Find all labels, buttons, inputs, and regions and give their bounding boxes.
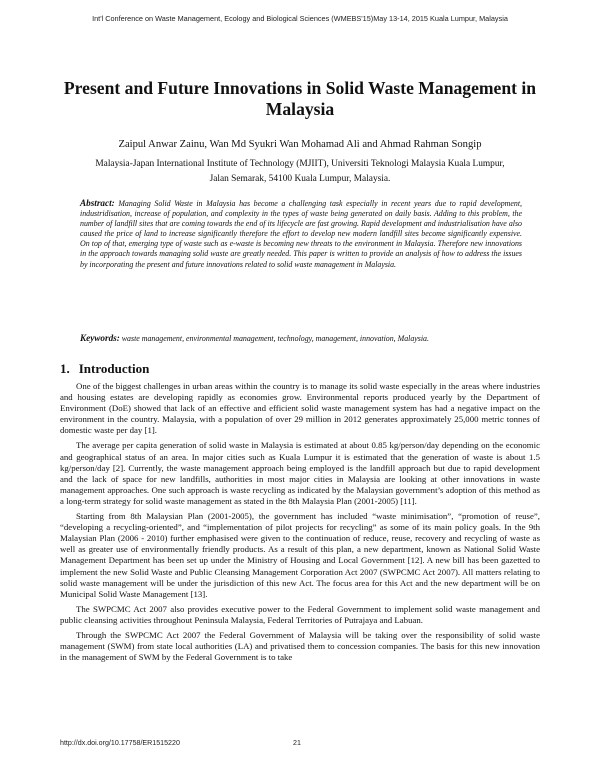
keywords-text: waste management, environmental management, technology, management, innovation, Malaysia. (121, 334, 429, 343)
body-paragraph: One of the biggest challenges in urban areas within the country is to manage its solid waste especially in the areas where industries and housing estates are developing rapidly as economies grow. Environmental reports produced yearly by the Department of Environment (DoE) showed that lack of an effective and efficient solid waste management system has had a negative impact on the environment in the country. Malaysia, with a population of over 29 million in 2012 generates approximately 25,000 metric tonnes of domestic waste per day [1]. (60, 381, 540, 436)
section-number: 1. (60, 361, 70, 376)
body-paragraph: Starting from 8th Malaysian Plan (2001-2005), the government has included “waste minimisation”, “promotion of reuse”, “developing a recycling-oriented”, and “implementation of pilot projects for recycling” as some of its main policy goals. In the 9th Malaysian Plan (2006 - 2010) further emphasised were given to the continuation of reduce, reuse, recovery and recycling of waste as well as greater use of environmentally friendly products. As a result of this plan, a new department, known as National Solid Waste Management Department has been set up under the Ministry of Housing and Local Government [12]. A new bill has been gazetted to implement the new Solid Waste and Public Cleansing Management Corporation Act 2007 (SWPCMC Act 2007). All matters relating to solid waste management will be under the jurisdiction of this new Act. The focus area for this Act and the new department will be on Municipal Solid Waste Management [13]. (60, 511, 540, 599)
affiliation-line: Jalan Semarak, 54100 Kuala Lumpur, Malaysia. (209, 174, 391, 184)
body-text (60, 381, 540, 667)
body-paragraph: The SWPCMC Act 2007 also provides executive power to the Federal Government to implement solid waste management and public cleansing activities throughout Peninsula Malaysia, Federal Territories of Putrajaya and Labuan. (60, 603, 540, 625)
page-number: 21 (293, 739, 301, 747)
abstract (80, 198, 522, 270)
footer-doi-link[interactable]: http://dx.doi.org/10.17758/ER1515220 (60, 739, 180, 747)
affiliation (56, 157, 544, 187)
paper-title: Present and Future Innovations in Solid Waste Management in Malaysia (63, 78, 537, 119)
body-paragraph: Through the SWPCMC Act 2007 the Federal Government of Malaysia will be taking over the responsibility of solid waste management (SWM) from state local authorities (LA) and privatised them to concession companies. The basis for this new innovation in the management of SWM by the Federal Government is to take (60, 629, 540, 663)
affiliation-line: Malaysia-Japan International Institute of Technology (MJIIT), Universiti Teknologi Malaysia Kuala Lumpur, (95, 159, 505, 169)
abstract-label: Abstract: (80, 198, 115, 208)
section-heading (60, 361, 149, 377)
body-paragraph: The average per capita generation of solid waste in Malaysia is estimated at about 0.85 kg/person/day depending on the economic and geographical status of an area. In major cities such as Kuala Lumpur it is estimated that the generation of waste is about 1.5 kg/person/day [2]. Currently, the waste management approach being employed is the landfill approach but due to rapid development and the lack of space for new landfills, authorities in most major cities in Malaysia are looking at other innovations in waste management approaches. One such approach is waste recycling as indicated by the Malaysian government’s adoption of this method as a long-term strategy for solid waste management as stated in the 8th Malaysia Plan (2001-2005) [11]. (60, 440, 540, 506)
authors: Zaipul Anwar Zainu, Wan Md Syukri Wan Mohamad Ali and Ahmad Rahman Songip (118, 139, 482, 150)
running-head: Int'l Conference on Waste Management, Ecology and Biological Sciences (WMEBS'15)May 13-14, 2015 Kuala Lumpur, Malaysia (92, 14, 508, 23)
section-title: Introduction (78, 361, 150, 376)
abstract-text: Managing Solid Waste in Malaysia has become a challenging task especially in recent years due to rapid development, industridisation, increase of population, and complexity in the types of waste being generated on daily basis. Adding to this problem, the number of landfill sites that are coming towards the end of its lifecycle are fast growing. Rapid development and industrialisation have also caused the price of land to increase significantly therefore the effort to develop new modern landfill sites become significantly expensive. On top of that, emerging type of waste such as e-waste is becoming new threats to the environment in Malaysia. Therefore new innovations in the approach towards managing solid waste are greatly needed. This paper is written to provide an analysis of how to address the issues by incorporating the present and future innovations related to solid waste management in Malaysia. (80, 199, 522, 269)
keywords (80, 333, 522, 343)
keywords-label: Keywords: (80, 333, 120, 343)
